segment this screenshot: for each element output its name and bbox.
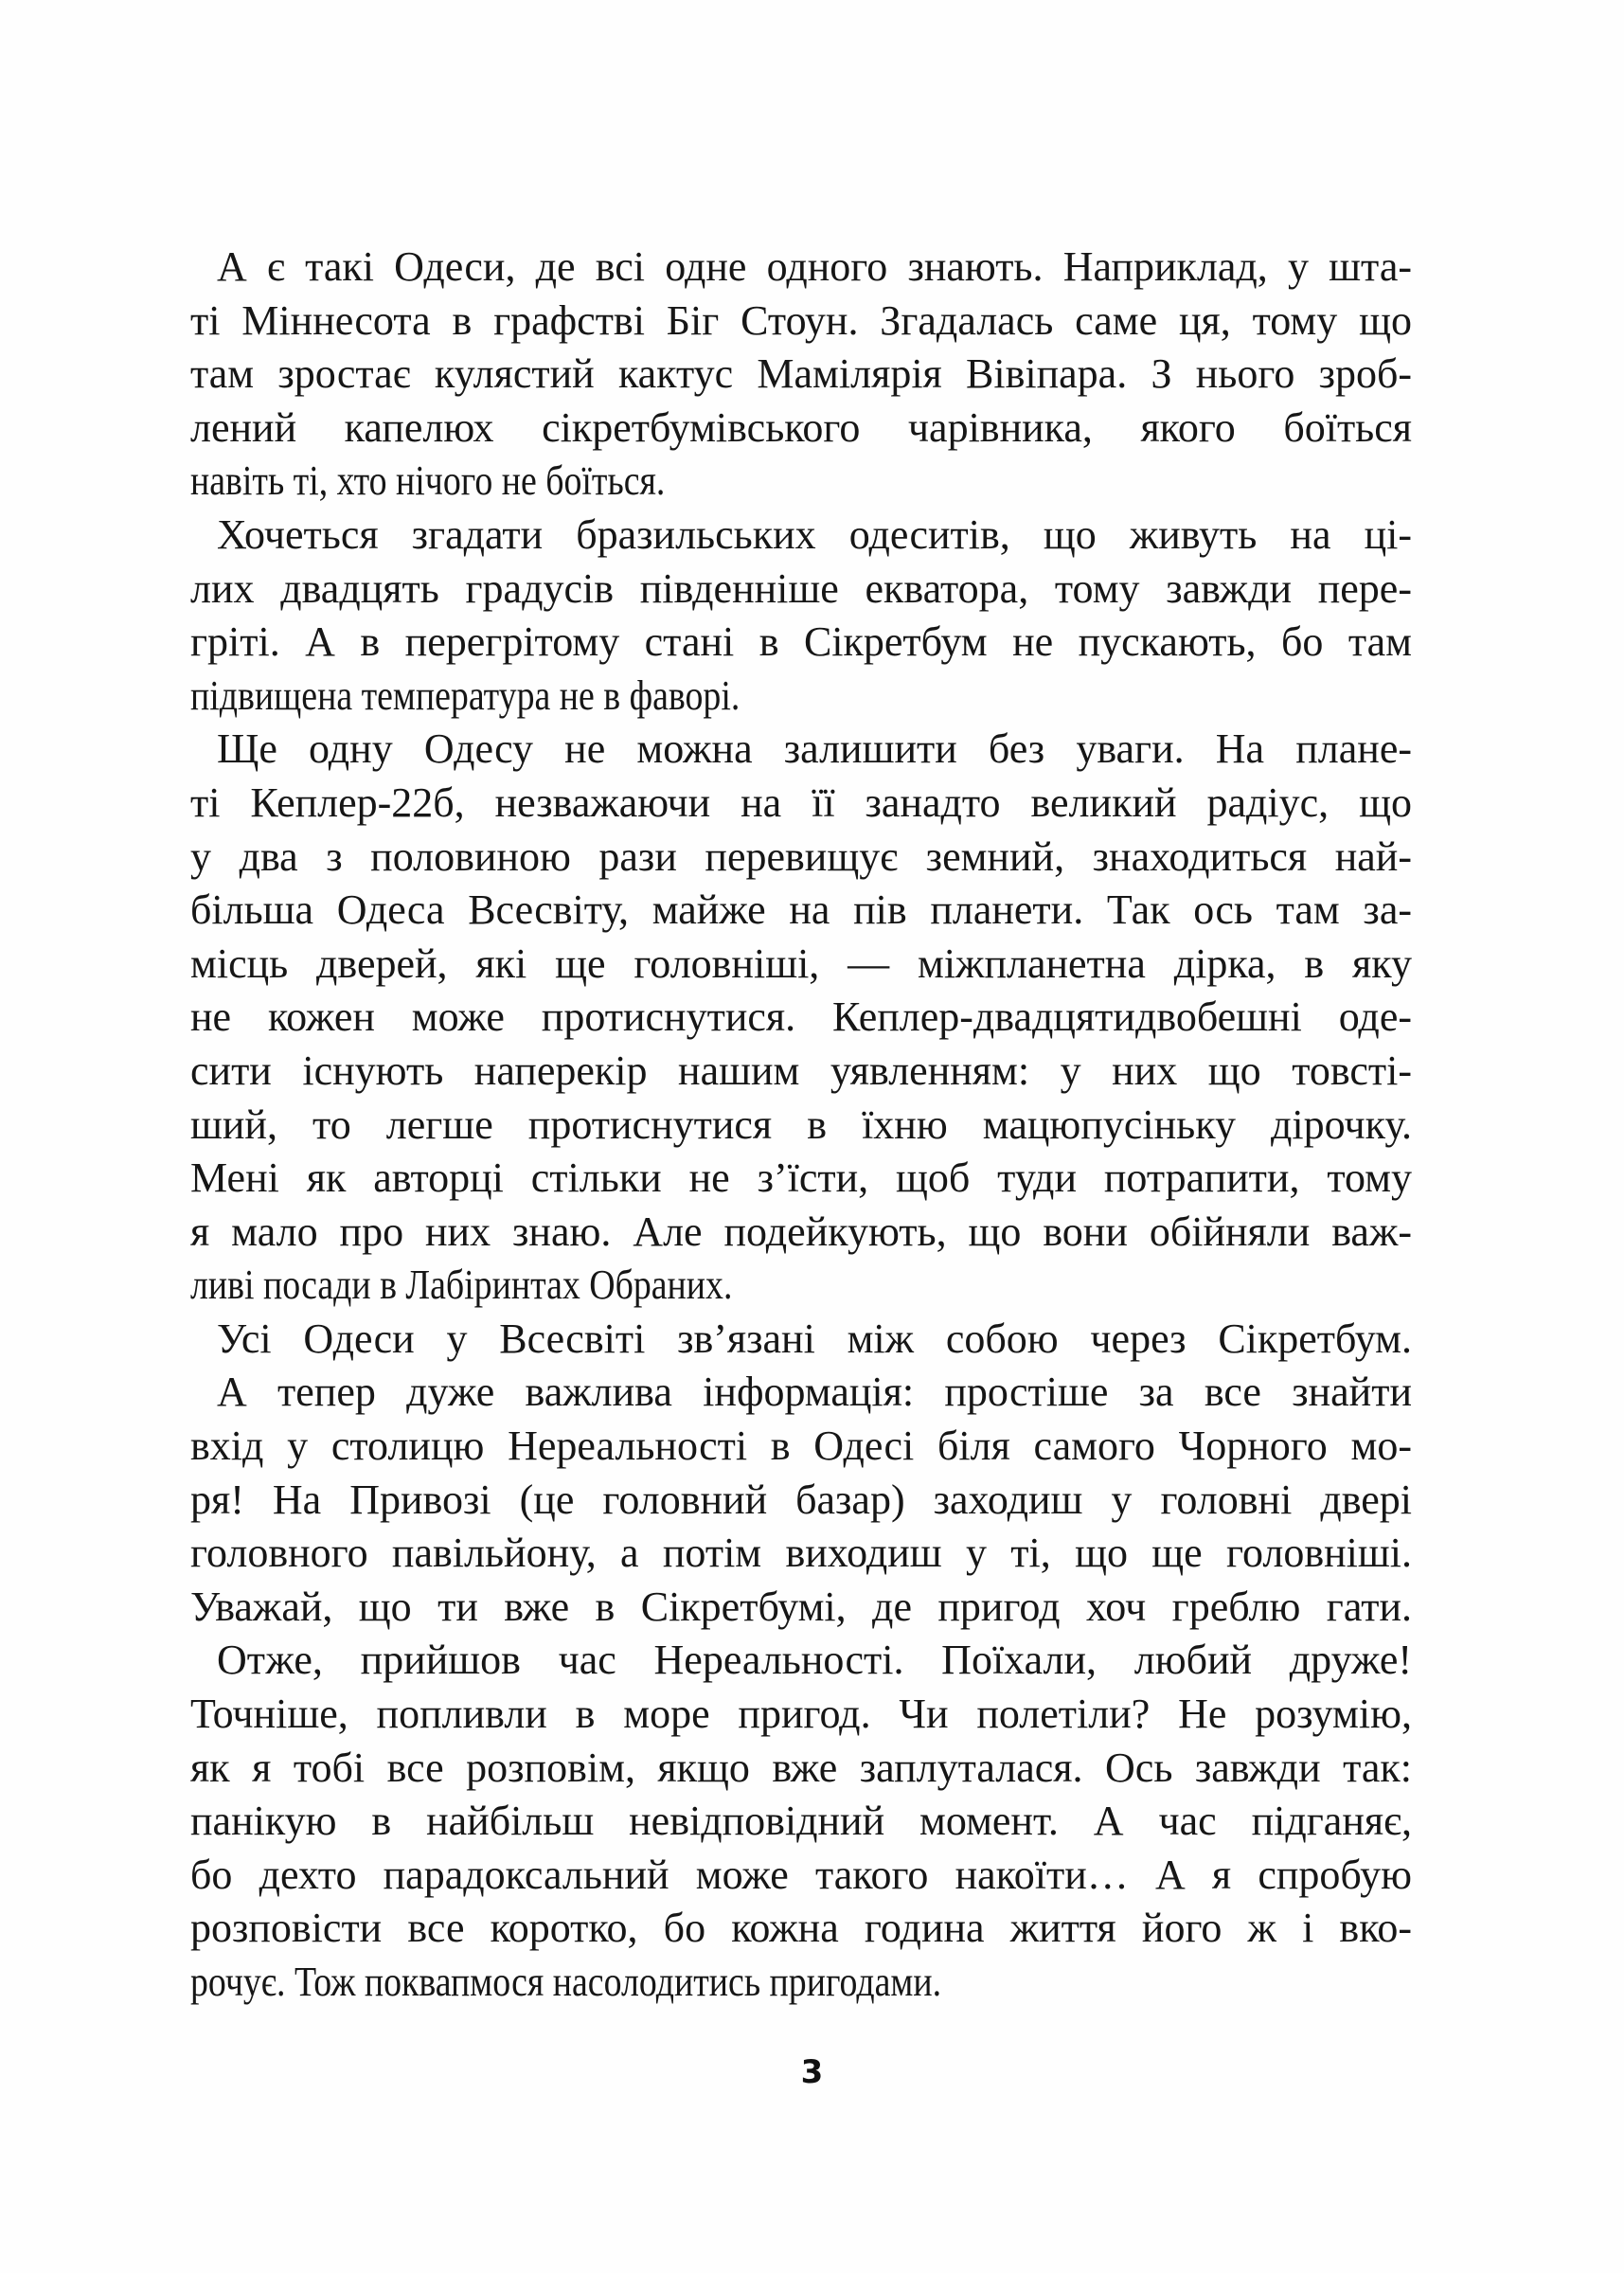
text-line: Хочеться згадати бразильських одеситів, що живуть на ці-	[217, 510, 1412, 558]
text-line: розповісти все коротко, бо кожна година життя його ж і вко-	[190, 1905, 1412, 1952]
page-number: 3	[800, 2053, 824, 2091]
body-text	[190, 241, 1412, 2010]
text-line: не кожен може протиснутися. Кеплер-двадцятидвобешні оде-	[190, 993, 1412, 1041]
text-line: у два з половиною рази перевищує земний, знаходиться най-	[190, 832, 1412, 880]
text-line: Уважай, що ти вже в Сікретбумі, де пригод хоч греблю гати.	[190, 1583, 1412, 1630]
text-line: Ще одну Одесу не можна залишити без уваги. На плане-	[217, 725, 1412, 773]
text-line: навіть ті, хто нічого не боїться.	[190, 457, 666, 505]
text-line: ший, то легше протиснутися в їхню мацюпусіньку дірочку.	[190, 1101, 1412, 1148]
text-line: гріті. А в перегрітому стані в Сікретбум не пускають, бо там	[190, 618, 1412, 666]
text-line: ті Кеплер-22б, незважаючи на її занадто великий радіус, що	[190, 779, 1412, 826]
text-line: Точніше, попливли в море пригод. Чи полетіли? Не розумію,	[190, 1691, 1412, 1738]
text-line: бо дехто парадоксальний може такого накоїти… А я спробую	[190, 1851, 1412, 1898]
text-line: я мало про них знаю. Але подейкують, що вони обійняли важ-	[190, 1208, 1412, 1255]
text-line: сити існують наперекір нашим уявленням: у них що товсті-	[190, 1047, 1412, 1094]
text-line: головного павільйону, а потім виходиш у ті, що ще головніші.	[190, 1530, 1412, 1577]
text-line: Усі Одеси у Всесвіті зв’язані між собою через Сікретбум.	[217, 1315, 1412, 1362]
text-line: там зростає кулястий кактус Мамілярія Вівіпара. З нього зроб-	[190, 350, 1412, 398]
text-line: лих двадцять градусів південніше екватора, тому завжди пере-	[190, 564, 1412, 612]
text-line: лений капелюх сікретбумівського чарівника, якого боїться	[190, 403, 1412, 451]
text-line: більша Одеса Всесвіту, майже на пів планети. Так ось там за-	[190, 886, 1412, 934]
text-line: ливі посади в Лабіринтах Обраних.	[190, 1262, 733, 1309]
text-line: панікую в найбільш невідповідний момент. А час підганяє,	[190, 1798, 1412, 1845]
text-line: Отже, прийшов час Нереальності. Поїхали, любий друже!	[217, 1637, 1412, 1684]
text-line: ті Міннесота в графстві Біг Стоун. Згадалась саме ця, тому що	[190, 296, 1412, 344]
text-line: ря! На Привозі (це головний базар) заходиш у головні двері	[190, 1476, 1412, 1523]
text-line: А тепер дуже важлива інформація: простіше за все знайти	[217, 1369, 1412, 1416]
text-line: рочує. Тож поквапмося насолодитись пригодами.	[190, 1959, 942, 2005]
text-line: вхід у столицю Нереальності в Одесі біля самого Чорного мо-	[190, 1423, 1412, 1470]
text-line: місць дверей, які ще головніші, — міжпланетна дірка, в яку	[190, 940, 1412, 987]
text-line: А є такі Одеси, де всі одне одного знають. Наприклад, у шта-	[217, 243, 1412, 290]
text-line: Мені як авторці стільки не з’їсти, щоб туди потрапити, тому	[190, 1154, 1412, 1202]
text-line: як я тобі все розповім, якщо вже заплуталася. Ось завжди так:	[190, 1744, 1412, 1791]
text-line: підвищена температура не в фаворі.	[190, 671, 741, 719]
